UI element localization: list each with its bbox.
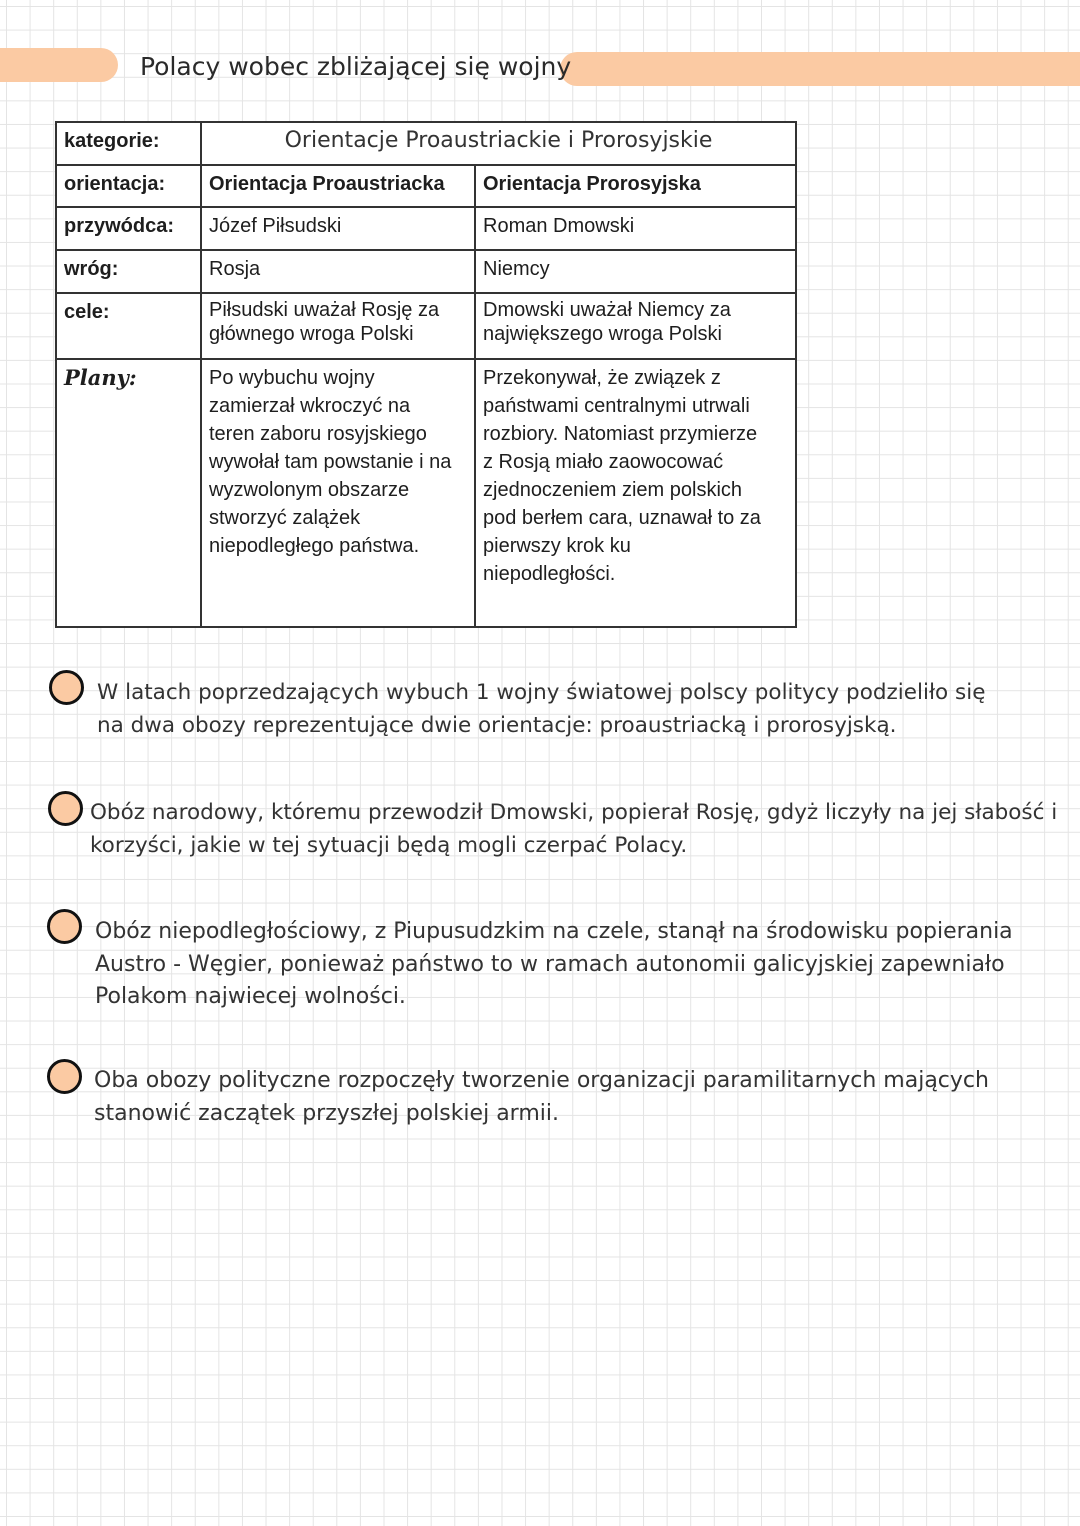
text-line: zjednoczeniem ziem polskich — [483, 479, 743, 501]
bullet-circle-icon — [47, 909, 82, 944]
text-line: pierwszy krok ku — [483, 535, 631, 557]
text-line: Dmowski uważał Niemcy za — [483, 299, 731, 321]
text-line: rozbiory. Natomiast przymierze — [483, 423, 758, 445]
text-line: wywołał tam powstanie i na — [209, 451, 452, 473]
cell-cele-proaustriacka — [201, 293, 475, 359]
note-paragraph-3 — [95, 916, 1013, 1014]
bullet-circle-icon — [49, 670, 84, 705]
text-line: głównego wroga Polski — [209, 323, 414, 345]
text-line: Przekonywał, że związek z — [483, 367, 721, 389]
bullet-circle-icon — [48, 791, 83, 826]
cell-plany-proaustriacka — [201, 359, 475, 627]
text-line: pod berłem cara, uznawał to za — [483, 507, 761, 529]
note-paragraph-4 — [94, 1065, 989, 1130]
row-label-plany: Plany: — [56, 359, 201, 627]
table-row-orientacja — [56, 165, 796, 207]
cell-wrog-proaustriacka: Rosja — [201, 250, 475, 293]
cell-orientacja-proaustriacka: Orientacja Proaustriacka — [201, 165, 475, 207]
note-paragraph-2 — [90, 797, 1057, 862]
row-label-orientacja: orientacja: — [56, 165, 201, 207]
text-line: niepodległości. — [483, 563, 616, 585]
text-line: korzyści, jakie w tej sytuacji będą mogli czerpać Polacy. — [90, 832, 688, 858]
table-row-cele — [56, 293, 796, 359]
title-highlight-left — [0, 48, 118, 82]
row-label-przywodca: przywódca: — [56, 207, 201, 250]
cell-przywodca-prorosyjska: Roman Dmowski — [475, 207, 796, 250]
text-line: wyzwolonym obszarze — [209, 479, 410, 501]
orientation-table — [55, 121, 797, 628]
text-line: Austro - Węgier, ponieważ państwo to w ramach autonomii galicyjskiej zapewniało — [95, 951, 1005, 977]
cell-wrog-prorosyjska: Niemcy — [475, 250, 796, 293]
text-line: państwami centralnymi utrwali — [483, 395, 750, 417]
text-line: na dwa obozy reprezentujące dwie orientacje: proaustriacką i prorosyjską. — [97, 712, 897, 738]
bullet-circle-icon — [47, 1059, 82, 1094]
note-paragraph-1 — [97, 677, 985, 742]
table-row-wrog — [56, 250, 796, 293]
text-line: niepodległego państwa. — [209, 535, 420, 557]
text-line: W latach poprzedzających wybuch 1 wojny światowej polscy politycy podzieliło się — [97, 680, 986, 705]
text-line: największego wroga Polski — [483, 323, 723, 345]
text-line: Obóz narodowy, któremu przewodził Dmowski, popierał Rosję, gdyż liczyły na jej słabość i — [90, 800, 1058, 825]
table-row-plany — [56, 359, 796, 627]
cell-orientacja-prorosyjska: Orientacja Prorosyjska — [475, 165, 796, 207]
text-line: Polakom najwiecej wolności. — [95, 984, 406, 1009]
table-row-header — [56, 122, 796, 165]
text-line: Po wybuchu wojny — [209, 367, 375, 389]
row-label-cele: cele: — [56, 293, 201, 359]
table-row-przywodca — [56, 207, 796, 250]
text-line: stworzyć zalążek — [209, 507, 361, 529]
title-highlight-right — [560, 52, 1080, 86]
text-line: Piłsudski uważał Rosję za — [209, 299, 440, 321]
text-line: Obóz niepodległościowy, z Piupusudzkim na czele, stanął na środowisku popierania — [95, 919, 1013, 944]
cell-plany-prorosyjska — [475, 359, 796, 627]
cell-cele-prorosyjska — [475, 293, 796, 359]
text-line: z Rosją miało zaowocować — [483, 451, 724, 473]
row-label-kategorie: kategorie: — [56, 122, 201, 165]
text-line: Oba obozy polityczne rozpoczęły tworzenie organizacji paramilitarnych mających — [94, 1068, 989, 1093]
row-label-wrog: wróg: — [56, 250, 201, 293]
table-header-title: Orientacje Proaustriackie i Prorosyjskie — [201, 122, 796, 165]
page-title: Polacy wobec zbliżającej się wojny — [140, 52, 572, 81]
text-line: teren zaboru rosyjskiego — [209, 423, 427, 445]
text-line: stanowić zaczątek przyszłej polskiej armii. — [94, 1100, 559, 1126]
cell-przywodca-proaustriacka: Józef Piłsudski — [201, 207, 475, 250]
text-line: zamierzał wkroczyć na — [209, 395, 411, 417]
